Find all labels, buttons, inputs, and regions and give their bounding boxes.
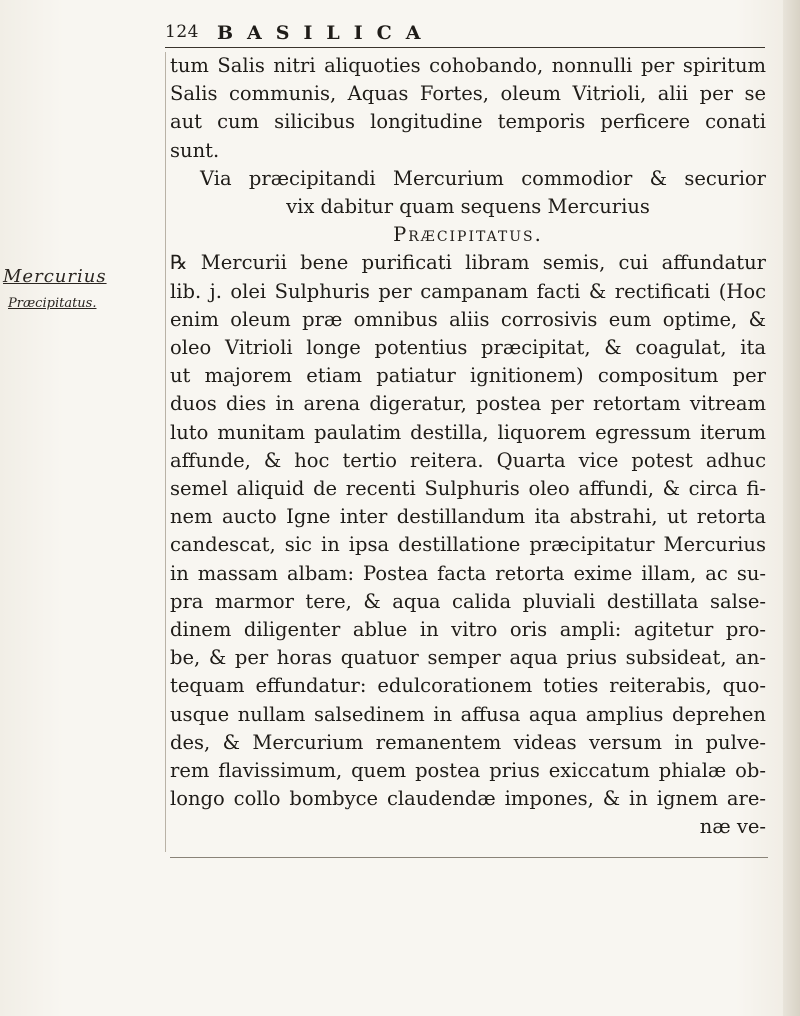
text-line: des, & Mercurium remanentem videas versum in pulve-	[170, 730, 766, 754]
text-line: dinem diligenter ablue in vitro oris ampli: agitetur pro-	[170, 618, 766, 642]
text-line: ut majorem etiam patiatur ignitionem) compositum per	[170, 364, 766, 388]
text-line: tequam effundatur: edulcorationem toties reiterabis, quo-	[170, 674, 766, 698]
text-line: enim oleum præ omnibus aliis corrosivis eum optime, &	[170, 307, 766, 331]
text-line: nem aucto Igne inter destillandum ita abstrahi, ut retorta	[170, 505, 766, 529]
section-heading-title: Præcipitatus.	[393, 223, 543, 247]
text-line: in massam albam: Postea facta retorta exime illam, ac su-	[170, 561, 766, 585]
text-line: usque nullam salsedinem in affusa aqua amplius deprehen	[170, 702, 766, 726]
text-line: pra marmor tere, & aqua calida pluviali destillata salse-	[170, 589, 766, 613]
page-gutter	[783, 0, 800, 1016]
text-line: ℞ Mercurii bene purificati libram semis, cui affundatur	[170, 251, 766, 275]
text-line: oleo Vitrioli longe potentius præcipitat, & coagulat, ita	[170, 336, 766, 360]
catchword: næ ve-	[699, 815, 766, 839]
margin-note-mercurius: Mercurius	[3, 266, 107, 287]
text-line: lib. j. olei Sulphuris per campanam facti & rectificati (Hoc	[170, 279, 766, 303]
text-line: rem flavissimum, quem postea prius exiccatum phialæ ob-	[170, 759, 766, 783]
text-line: tum Salis nitri aliquoties cohobando, nonnulli per spiritum	[170, 54, 766, 77]
margin-note-praecipitatus: Præcipitatus.	[8, 296, 97, 311]
column-rule	[165, 52, 166, 852]
text-line: longo collo bombyce claudendæ impones, & in ignem are-	[170, 787, 766, 811]
section-heading: vix dabitur quam sequens Mercurius	[286, 195, 650, 219]
text-line: duos dies in arena digeratur, postea per retortam vitream	[170, 392, 766, 416]
text-line: aut cum silicibus longitudine temporis perficere conati	[170, 110, 766, 134]
header-rule	[165, 47, 765, 48]
page-header	[165, 22, 765, 48]
text-line: semel aliquid de recenti Sulphuris oleo affundi, & circa fi-	[170, 477, 766, 501]
text-line: Via præcipitandi Mercurium commodior & securior	[200, 166, 766, 190]
body-text	[170, 52, 766, 842]
text-line: candescat, sic in ipsa destillatione præcipitatur Mercurius	[170, 533, 766, 557]
text-line: affunde, & hoc tertio reitera. Quarta vice potest adhuc	[170, 448, 766, 472]
bottom-rule	[170, 857, 768, 858]
running-title: BASILICA	[217, 22, 435, 44]
text-line: Salis communis, Aquas Fortes, oleum Vitrioli, alii per se	[170, 82, 766, 106]
page-number: 124	[165, 22, 199, 42]
text-line: sunt.	[170, 138, 220, 162]
text-line: be, & per horas quatuor semper aqua prius subsideat, an-	[170, 646, 766, 670]
text-line: luto munitam paulatim destilla, liquorem egressum iterum	[170, 420, 766, 444]
